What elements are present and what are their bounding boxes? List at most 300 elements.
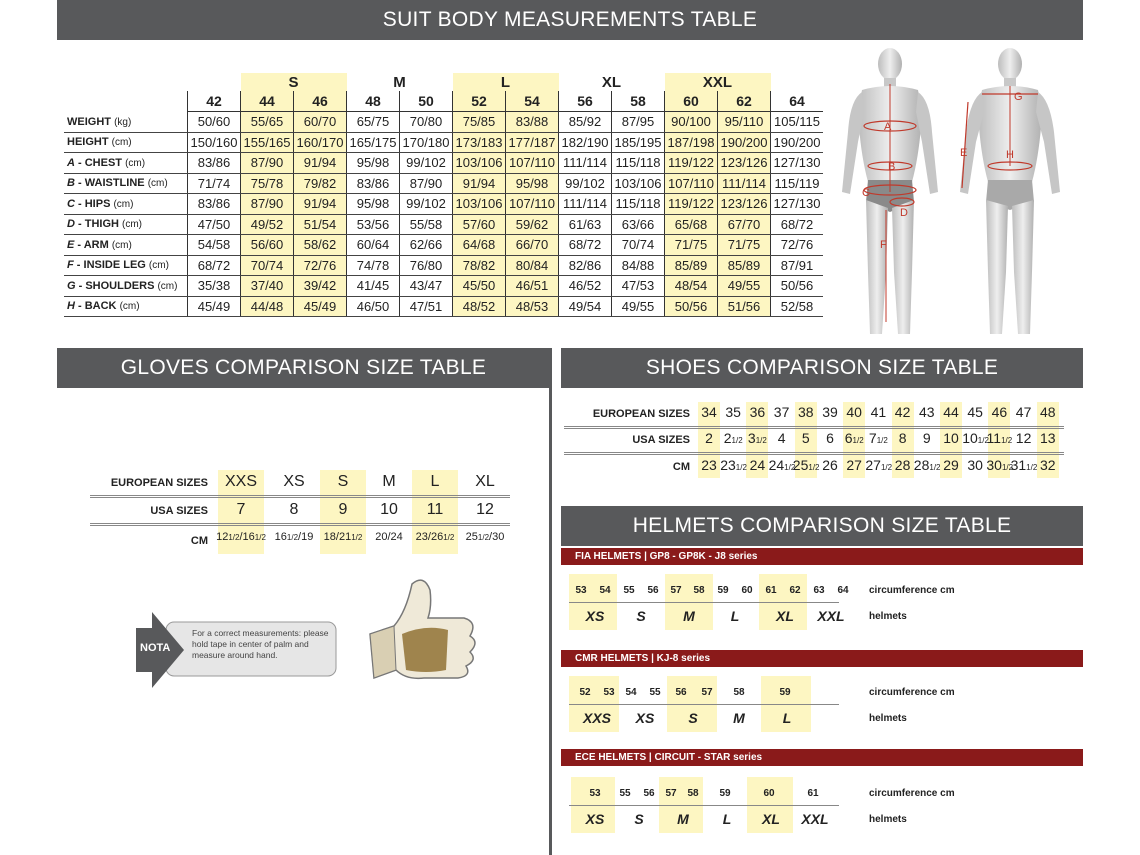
shoes-size-table bbox=[562, 400, 1074, 480]
helmets-header bbox=[561, 506, 1083, 546]
suit-cell: 70/74 bbox=[612, 235, 665, 256]
suit-row-label: WEIGHT (kg) bbox=[64, 112, 188, 133]
suit-cell: 87/90 bbox=[241, 153, 294, 174]
gloves-usa-underline-2 bbox=[90, 525, 510, 526]
ece-helmet-size: L bbox=[722, 811, 732, 827]
suit-size-number: 48 bbox=[347, 91, 400, 112]
gloves-european-underline-2 bbox=[90, 497, 510, 498]
gloves-cm-value: 161/2/19 bbox=[274, 531, 314, 543]
gloves-size-table bbox=[90, 470, 520, 560]
suit-cell: 187/198 bbox=[665, 132, 718, 153]
shoes-european-value: 41 bbox=[870, 404, 887, 420]
suit-size-number: 54 bbox=[506, 91, 559, 112]
suit-row bbox=[64, 132, 823, 153]
shoes-usa-value: 101/2 bbox=[962, 430, 989, 446]
shoes-european-value: 36 bbox=[749, 404, 766, 420]
suit-cell: 56/60 bbox=[241, 235, 294, 256]
fia-circumference-value: 53 bbox=[575, 585, 587, 596]
suit-cell: 165/175 bbox=[347, 132, 400, 153]
suit-cell: 47/50 bbox=[188, 214, 241, 235]
suit-cell: 49/52 bbox=[241, 214, 294, 235]
suit-cell: 105/115 bbox=[771, 112, 824, 133]
divider-vertical bbox=[549, 348, 552, 855]
shoes-cm-value: 231/2 bbox=[720, 457, 747, 473]
shoes-usa-value: 12 bbox=[1015, 430, 1032, 446]
shoes-european-value: 39 bbox=[822, 404, 838, 420]
ece-helmet-size: XS bbox=[585, 811, 605, 827]
suit-row bbox=[64, 112, 823, 133]
ece-circumference-value: 58 bbox=[687, 788, 699, 799]
cmr-helmet-size: XS bbox=[635, 710, 655, 726]
suit-row-unit: (cm) bbox=[119, 301, 140, 313]
gloves-cm-value: 23/261/2 bbox=[415, 531, 455, 543]
suit-size-number: 60 bbox=[665, 91, 718, 112]
suit-cell: 53/56 bbox=[347, 214, 400, 235]
suit-row-unit: (cm) bbox=[111, 137, 132, 149]
cmr-helmets-table bbox=[561, 676, 1083, 736]
fia-helmet-size: XS bbox=[585, 608, 605, 624]
shoes-cm-value: 311/2 bbox=[1010, 457, 1038, 473]
fia-circumference-label: circumference cm bbox=[869, 585, 955, 596]
shoes-usa-value: 9 bbox=[922, 430, 931, 446]
shoes-european-value: 42 bbox=[894, 404, 911, 420]
ece-helmet-size: S bbox=[634, 811, 644, 827]
suit-row-code: H bbox=[67, 300, 75, 313]
suit-cell: 173/183 bbox=[453, 132, 506, 153]
suit-row bbox=[64, 153, 823, 174]
suit-size-group: S bbox=[241, 73, 347, 91]
suit-size-number: 64 bbox=[771, 91, 824, 112]
suit-size-number: 50 bbox=[400, 91, 453, 112]
cmr-underline bbox=[569, 704, 839, 705]
figure-letter-e: E bbox=[960, 147, 968, 159]
suit-row-unit: (cm) bbox=[147, 178, 168, 190]
shoes-cm-value: 29 bbox=[943, 457, 959, 473]
shoes-european-value: 44 bbox=[943, 404, 959, 420]
glove-thumbs-up-icon bbox=[366, 574, 488, 692]
figure-letter-h: H bbox=[1006, 149, 1014, 161]
figure-letter-b: B bbox=[888, 161, 896, 173]
shoes-usa-value: 6 bbox=[826, 430, 834, 446]
ece-circumference-label: circumference cm bbox=[869, 788, 955, 799]
suit-size-number: 42 bbox=[188, 91, 241, 112]
cmr-helmet-size: S bbox=[688, 710, 698, 726]
suit-row-label: A - CHEST (cm) bbox=[64, 153, 188, 174]
suit-cell: 76/80 bbox=[400, 255, 453, 276]
suit-cell: 115/119 bbox=[771, 173, 824, 194]
gloves-european-label: EUROPEAN SIZES bbox=[110, 477, 208, 489]
gloves-cm-label: CM bbox=[190, 535, 208, 547]
suit-row-label: E - ARM (cm) bbox=[64, 235, 188, 256]
fia-helmet-size: S bbox=[636, 608, 646, 624]
shoes-usa-value: 21/2 bbox=[723, 430, 743, 446]
suit-cell: 85/89 bbox=[665, 255, 718, 276]
ece-helmet-size: M bbox=[677, 811, 689, 827]
shoes-european-value: 40 bbox=[846, 404, 862, 420]
cmr-helmets-bar: CMR HELMETS | KJ-8 series bbox=[561, 650, 1083, 667]
suit-cell: 87/90 bbox=[400, 173, 453, 194]
ece-circumference-value: 61 bbox=[807, 788, 819, 799]
nota-text: For a correct measurements: please hold tape in center of palm and measure around hand. bbox=[192, 628, 329, 660]
ece-circumference-value: 57 bbox=[665, 788, 677, 799]
suit-cell: 103/106 bbox=[453, 194, 506, 215]
suit-cell: 60/70 bbox=[294, 112, 347, 133]
figure-letter-a: A bbox=[884, 121, 892, 133]
suit-cell: 95/98 bbox=[506, 173, 559, 194]
suit-cell: 82/86 bbox=[559, 255, 612, 276]
suit-cell: 84/88 bbox=[612, 255, 665, 276]
suit-cell: 68/72 bbox=[771, 214, 824, 235]
gloves-usa-label: USA SIZES bbox=[150, 505, 208, 517]
suit-row-unit: (cm) bbox=[125, 157, 146, 169]
gloves-cm-value: 18/211/2 bbox=[323, 531, 363, 543]
suit-cell: 99/102 bbox=[400, 194, 453, 215]
shoes-cm-value: 24 bbox=[749, 457, 766, 473]
shoes-cm-value: 241/2 bbox=[768, 457, 796, 473]
suit-cell: 46/52 bbox=[559, 276, 612, 297]
ece-circumference-value: 59 bbox=[719, 788, 731, 799]
figure-letter-g: G bbox=[1014, 91, 1023, 103]
shoes-header-title: SHOES COMPARISON SIZE TABLE bbox=[645, 356, 999, 379]
suit-cell: 52/58 bbox=[771, 296, 824, 317]
gloves-usa-value: 11 bbox=[426, 501, 444, 518]
suit-cell: 78/82 bbox=[453, 255, 506, 276]
shoes-european-underline-2 bbox=[564, 428, 1064, 429]
gloves-cm-value: 251/2/30 bbox=[465, 531, 505, 543]
shoes-usa-value: 10 bbox=[943, 430, 959, 446]
shoes-european-value: 43 bbox=[919, 404, 935, 420]
suit-cell: 46/51 bbox=[506, 276, 559, 297]
shoes-cm-value: 30 bbox=[967, 457, 983, 473]
suit-row-unit: (cm) bbox=[148, 260, 169, 272]
suit-cell: 72/76 bbox=[771, 235, 824, 256]
gloves-european-value: XL bbox=[475, 473, 495, 490]
cmr-circumference-value: 59 bbox=[779, 687, 791, 698]
suit-cell: 95/98 bbox=[347, 194, 400, 215]
suit-cell: 57/60 bbox=[453, 214, 506, 235]
suit-cell: 55/65 bbox=[241, 112, 294, 133]
suit-cell: 46/50 bbox=[347, 296, 400, 317]
gloves-usa-value: 10 bbox=[380, 501, 398, 518]
ece-circumference-value: 53 bbox=[589, 788, 601, 799]
suit-cell: 39/42 bbox=[294, 276, 347, 297]
suit-row-code: G bbox=[67, 279, 76, 292]
suit-cell: 50/60 bbox=[188, 112, 241, 133]
suit-cell: 50/56 bbox=[665, 296, 718, 317]
fia-circumference-value: 55 bbox=[623, 585, 635, 596]
helmets-header-title: HELMETS COMPARISON SIZE TABLE bbox=[632, 514, 1012, 537]
suit-corner-cell bbox=[64, 91, 188, 112]
suit-cell: 87/95 bbox=[612, 112, 665, 133]
shoes-usa-label: USA SIZES bbox=[632, 434, 690, 446]
cmr-circumference-value: 54 bbox=[625, 687, 637, 698]
gloves-usa-underline bbox=[90, 523, 510, 524]
suit-corner-cell bbox=[64, 73, 188, 91]
shoes-european-value: 47 bbox=[1015, 404, 1032, 420]
shoes-usa-value: 13 bbox=[1040, 430, 1056, 446]
suit-row bbox=[64, 255, 823, 276]
ece-helmets-bar: ECE HELMETS | CIRCUIT - STAR series bbox=[561, 749, 1083, 766]
suit-cell: 85/89 bbox=[718, 255, 771, 276]
shoes-cm-value: 281/2 bbox=[913, 457, 941, 473]
fia-circumference-value: 63 bbox=[813, 585, 825, 596]
gloves-header-title: GLOVES COMPARISON SIZE TABLE bbox=[120, 356, 487, 379]
suit-cell: 155/165 bbox=[241, 132, 294, 153]
suit-cell: 182/190 bbox=[559, 132, 612, 153]
suit-cell: 95/110 bbox=[718, 112, 771, 133]
suit-cell: 177/187 bbox=[506, 132, 559, 153]
figure-letter-c: C bbox=[862, 187, 870, 199]
suit-cell: 127/130 bbox=[771, 153, 824, 174]
suit-cell: 48/52 bbox=[453, 296, 506, 317]
fia-circumference-value: 64 bbox=[837, 585, 849, 596]
shoes-usa-value: 31/2 bbox=[747, 430, 767, 446]
shoes-usa-value: 4 bbox=[777, 430, 786, 446]
suit-cell: 79/82 bbox=[294, 173, 347, 194]
suit-row-unit: (cm) bbox=[113, 198, 134, 210]
suit-cell: 87/90 bbox=[241, 194, 294, 215]
shoes-cm-value: 251/2 bbox=[792, 457, 820, 473]
suit-cell: 70/74 bbox=[241, 255, 294, 276]
suit-cell: 41/45 bbox=[347, 276, 400, 297]
figure-letter-d: D bbox=[900, 207, 908, 219]
suit-cell: 90/100 bbox=[665, 112, 718, 133]
suit-cell: 62/66 bbox=[400, 235, 453, 256]
suit-header bbox=[57, 0, 1083, 40]
nota-label: NOTA bbox=[140, 642, 171, 654]
gloves-european-value: L bbox=[430, 473, 440, 490]
shoes-european-value: 34 bbox=[701, 404, 717, 420]
fia-circumference-value: 59 bbox=[717, 585, 729, 596]
suit-cell: 49/55 bbox=[612, 296, 665, 317]
ece-underline bbox=[569, 805, 839, 806]
shoes-usa-value: 61/2 bbox=[844, 430, 864, 446]
suit-cell: 111/114 bbox=[559, 153, 612, 174]
suit-row-label: H - BACK (cm) bbox=[64, 296, 188, 317]
suit-cell: 45/49 bbox=[294, 296, 347, 317]
fia-helmets-label: helmets bbox=[869, 611, 907, 622]
suit-cell: 91/94 bbox=[453, 173, 506, 194]
cmr-circumference-label: circumference cm bbox=[869, 687, 955, 698]
suit-cell: 190/200 bbox=[718, 132, 771, 153]
shoes-cm-value: 26 bbox=[822, 457, 838, 473]
gloves-usa-value: 8 bbox=[289, 501, 299, 518]
shoes-cm-value: 271/2 bbox=[865, 457, 893, 473]
suit-cell: 123/126 bbox=[718, 194, 771, 215]
suit-size-number: 62 bbox=[718, 91, 771, 112]
suit-cell: 99/102 bbox=[559, 173, 612, 194]
fia-circumference-value: 60 bbox=[741, 585, 753, 596]
suit-cell: 119/122 bbox=[665, 194, 718, 215]
suit-row-code: C bbox=[67, 197, 75, 210]
cmr-helmet-size: M bbox=[733, 710, 745, 726]
suit-cell: 75/85 bbox=[453, 112, 506, 133]
suit-cell: 47/53 bbox=[612, 276, 665, 297]
shoes-cm-value: 301/2 bbox=[986, 457, 1014, 473]
gloves-european-value: S bbox=[337, 473, 349, 490]
shoes-usa-underline-2 bbox=[564, 454, 1064, 455]
suit-cell: 103/106 bbox=[453, 153, 506, 174]
suit-cell: 111/114 bbox=[718, 173, 771, 194]
suit-cell: 71/74 bbox=[188, 173, 241, 194]
suit-group-empty bbox=[188, 73, 241, 91]
ece-helmet-size: XL bbox=[762, 811, 780, 827]
suit-size-group: XL bbox=[601, 73, 622, 91]
cmr-circumference-value: 55 bbox=[649, 687, 661, 698]
cmr-circumference-value: 52 bbox=[579, 687, 591, 698]
gloves-usa-value: 12 bbox=[476, 501, 494, 518]
shoes-usa-value: 5 bbox=[801, 430, 810, 446]
suit-size-group: M bbox=[393, 73, 406, 91]
suit-cell: 75/78 bbox=[241, 173, 294, 194]
suit-cell: 70/80 bbox=[400, 112, 453, 133]
shoes-european-value: 48 bbox=[1040, 404, 1056, 420]
suit-cell: 185/195 bbox=[612, 132, 665, 153]
gloves-european-value: XS bbox=[283, 473, 305, 490]
suit-row-code: E bbox=[67, 238, 75, 251]
suit-cell: 74/78 bbox=[347, 255, 400, 276]
suit-size-number: 44 bbox=[241, 91, 294, 112]
suit-row-label: B - WAISTLINE (cm) bbox=[64, 173, 188, 194]
fia-underline bbox=[569, 602, 839, 603]
fia-helmets-table bbox=[561, 574, 1083, 634]
suit-cell: 115/118 bbox=[612, 153, 665, 174]
fia-circumference-value: 62 bbox=[789, 585, 801, 596]
suit-cell: 35/38 bbox=[188, 276, 241, 297]
suit-cell: 83/86 bbox=[188, 194, 241, 215]
suit-cell: 115/118 bbox=[612, 194, 665, 215]
suit-cell: 51/54 bbox=[294, 214, 347, 235]
shoes-header bbox=[561, 348, 1083, 388]
suit-cell: 64/68 bbox=[453, 235, 506, 256]
suit-size-number: 56 bbox=[559, 91, 612, 112]
suit-cell: 48/53 bbox=[506, 296, 559, 317]
suit-cell: 61/63 bbox=[559, 214, 612, 235]
shoes-usa-value: 2 bbox=[705, 430, 713, 446]
shoes-cm-value: 32 bbox=[1040, 457, 1056, 473]
suit-row-code: D bbox=[67, 218, 75, 231]
fia-circumference-value: 61 bbox=[765, 585, 777, 596]
suit-cell: 83/88 bbox=[506, 112, 559, 133]
suit-cell: 160/170 bbox=[294, 132, 347, 153]
suit-row-code: A bbox=[67, 156, 75, 169]
suit-cell: 51/56 bbox=[718, 296, 771, 317]
shoes-european-value: 37 bbox=[773, 404, 790, 420]
suit-row bbox=[64, 214, 823, 235]
ece-circumference-value: 56 bbox=[643, 788, 655, 799]
suit-row bbox=[64, 296, 823, 317]
suit-cell: 87/91 bbox=[771, 255, 824, 276]
suit-row-code: B bbox=[67, 177, 75, 190]
fia-helmet-size: XL bbox=[776, 608, 794, 624]
suit-row bbox=[64, 194, 823, 215]
suit-cell: 68/72 bbox=[188, 255, 241, 276]
ece-helmets-table bbox=[561, 777, 1083, 837]
suit-cell: 49/55 bbox=[718, 276, 771, 297]
mannequin-front-figure bbox=[832, 42, 948, 344]
gloves-cm-value: 121/2/161/2 bbox=[216, 531, 266, 543]
suit-row-label: HEIGHT (cm) bbox=[64, 132, 188, 153]
cmr-helmets-label: helmets bbox=[869, 713, 907, 724]
gloves-european-underline bbox=[90, 495, 510, 496]
suit-cell: 103/106 bbox=[612, 173, 665, 194]
shoes-cm-label: CM bbox=[672, 461, 690, 473]
suit-cell: 48/54 bbox=[665, 276, 718, 297]
fia-circumference-value: 58 bbox=[693, 585, 705, 596]
suit-cell: 190/200 bbox=[771, 132, 824, 153]
suit-cell: 150/160 bbox=[188, 132, 241, 153]
shoes-european-label: EUROPEAN SIZES bbox=[592, 408, 690, 420]
suit-size-number: 52 bbox=[453, 91, 506, 112]
suit-row-unit: (kg) bbox=[114, 116, 132, 128]
shoes-cm-value: 27 bbox=[846, 457, 862, 473]
suit-cell: 65/75 bbox=[347, 112, 400, 133]
cmr-helmet-size: XXS bbox=[582, 710, 611, 726]
fia-helmets-bar: FIA HELMETS | GP8 - GP8K - J8 series bbox=[561, 548, 1083, 565]
cmr-circumference-value: 58 bbox=[733, 687, 745, 698]
suit-cell: 170/180 bbox=[400, 132, 453, 153]
suit-cell: 60/64 bbox=[347, 235, 400, 256]
suit-row-code: F bbox=[67, 259, 74, 272]
suit-cell: 47/51 bbox=[400, 296, 453, 317]
fia-circumference-value: 54 bbox=[599, 585, 611, 596]
suit-cell: 55/58 bbox=[400, 214, 453, 235]
suit-cell: 66/70 bbox=[506, 235, 559, 256]
shoes-usa-value: 111/2 bbox=[986, 430, 1013, 446]
suit-row-label: F - INSIDE LEG (cm) bbox=[64, 255, 188, 276]
cmr-circumference-value: 53 bbox=[603, 687, 615, 698]
shoes-european-value: 46 bbox=[991, 404, 1008, 420]
cmr-circumference-value: 56 bbox=[675, 687, 687, 698]
suit-cell: 119/122 bbox=[665, 153, 718, 174]
suit-cell: 72/76 bbox=[294, 255, 347, 276]
shoes-usa-value: 71/2 bbox=[868, 430, 888, 446]
suit-cell: 65/68 bbox=[665, 214, 718, 235]
suit-cell: 127/130 bbox=[771, 194, 824, 215]
ece-circumference-value: 60 bbox=[763, 788, 775, 799]
suit-row bbox=[64, 235, 823, 256]
gloves-usa-value: 9 bbox=[338, 501, 348, 518]
ece-circumference-value: 55 bbox=[619, 788, 631, 799]
shoes-usa-value: 8 bbox=[898, 430, 907, 446]
suit-cell: 68/72 bbox=[559, 235, 612, 256]
suit-group-row bbox=[64, 73, 823, 91]
fia-helmet-size: L bbox=[730, 608, 740, 624]
gloves-usa-value: 7 bbox=[236, 501, 246, 518]
suit-cell: 107/110 bbox=[506, 194, 559, 215]
suit-size-row bbox=[64, 91, 823, 112]
suit-size-group: L bbox=[453, 73, 559, 91]
suit-cell: 107/110 bbox=[665, 173, 718, 194]
suit-row-unit: (cm) bbox=[111, 239, 132, 251]
suit-cell: 91/94 bbox=[294, 194, 347, 215]
suit-cell: 43/47 bbox=[400, 276, 453, 297]
gloves-cm-value: 20/24 bbox=[375, 531, 403, 543]
suit-cell: 45/50 bbox=[453, 276, 506, 297]
suit-cell: 63/66 bbox=[612, 214, 665, 235]
cmr-helmet-size: L bbox=[782, 710, 792, 726]
ece-helmets-label: helmets bbox=[869, 814, 907, 825]
suit-row-unit: (cm) bbox=[122, 219, 143, 231]
shoes-cm-value: 23 bbox=[701, 457, 717, 473]
suit-row bbox=[64, 276, 823, 297]
cmr-circumference-value: 57 bbox=[701, 687, 713, 698]
ece-helmet-size: XXL bbox=[801, 811, 829, 827]
suit-cell: 111/114 bbox=[559, 194, 612, 215]
suit-cell: 67/70 bbox=[718, 214, 771, 235]
shoes-european-value: 35 bbox=[725, 404, 741, 420]
suit-size-number: 46 bbox=[294, 91, 347, 112]
